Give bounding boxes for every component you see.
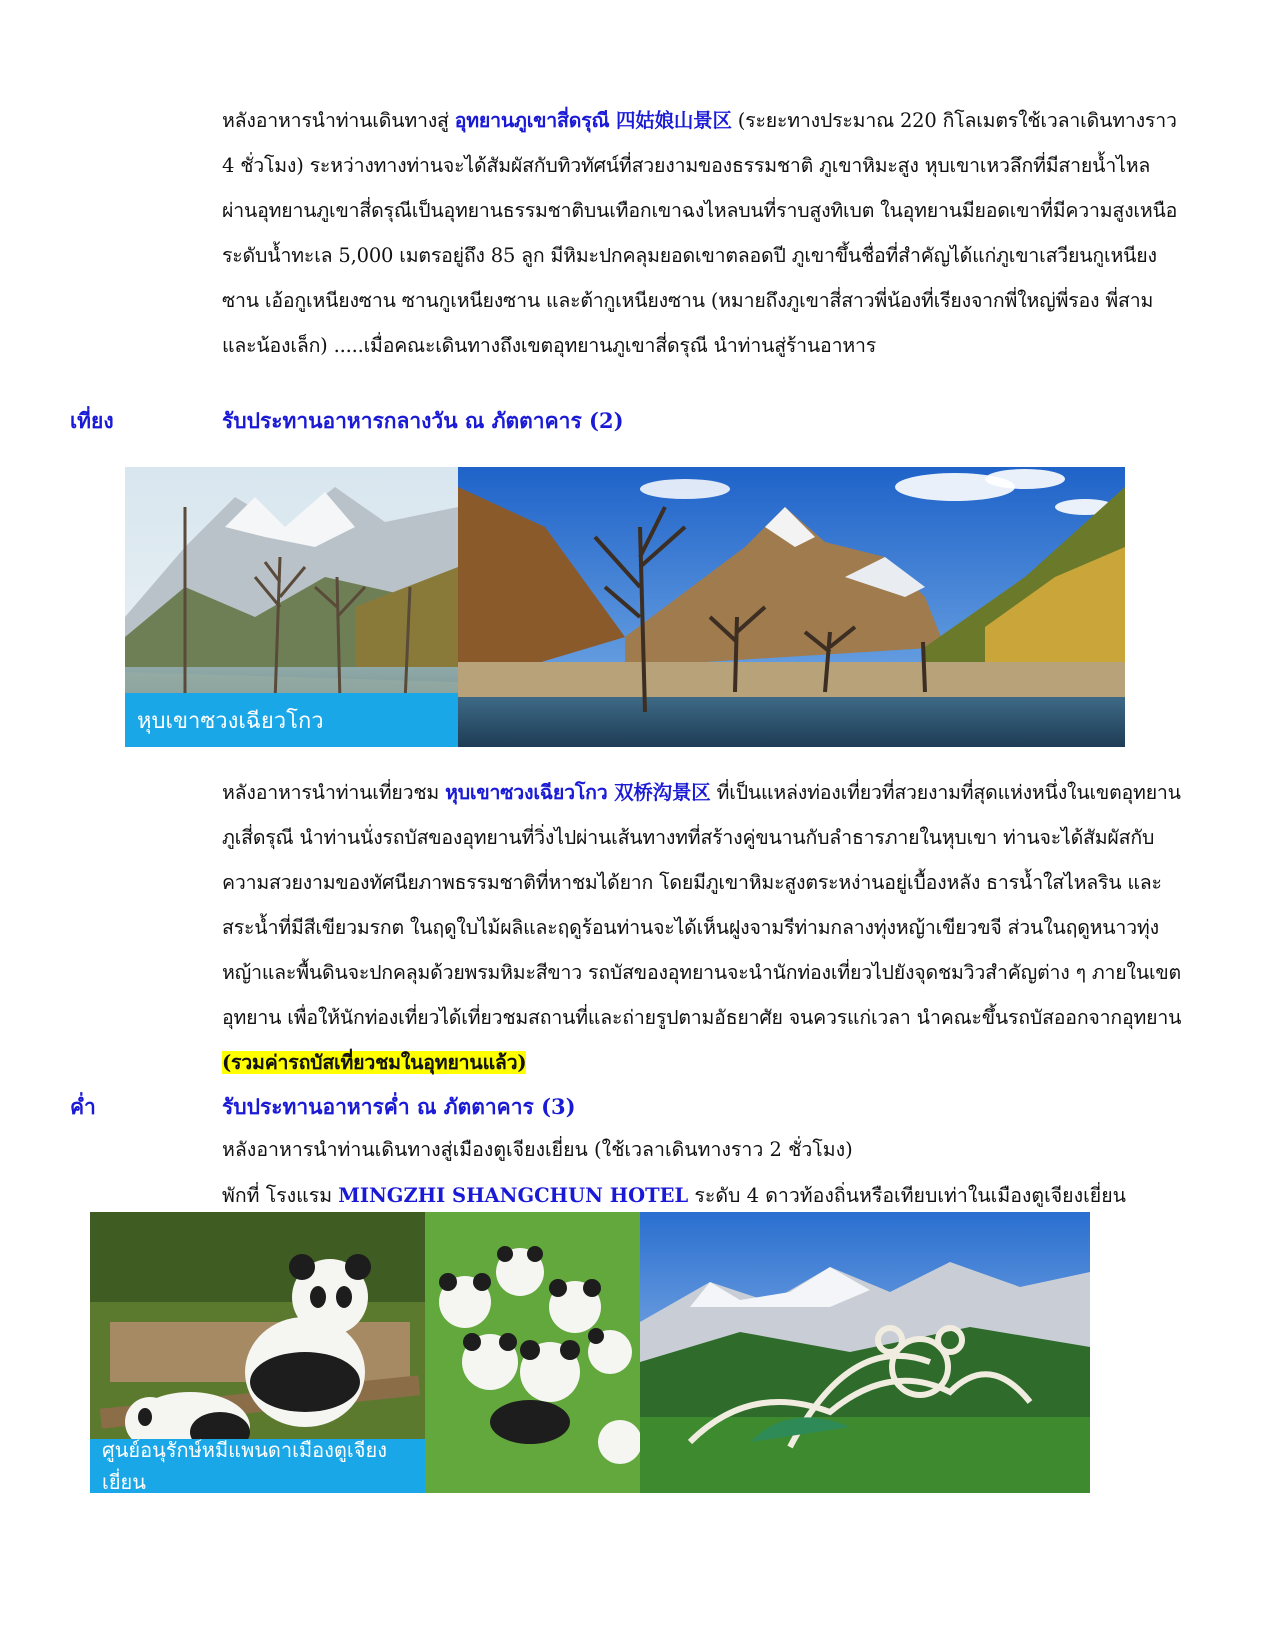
dinner-text: รับประทานอาหารค่ำ ณ ภัตตาคาร (3) [222, 1094, 576, 1119]
hotel-line [222, 1180, 1126, 1211]
intro-body: (ระยะทางประมาณ 220 กิโลเมตรใช้เวลาเดินทางราว 4 ชั่วโมง) ระหว่างทางท่านจะได้สัมผัสกับทิวทัศน์ที่สวยงามของธรรมชาติ ภูเขาหิมะสูง หุบเขาเหวลึกที่มีสายน้ำไหลผ่านอุทยานภูเขาสี่ดรุณีเป็นอุทยานธรรมชาติบนเทือกเขาฉงไหลบนที่ราบสูงทิเบต ในอุทยานมียอดเขาที่มีความสูงเหนือระดับน้ำทะเล 5,000 เมตรอยู่ถึง 85 ลูก มีหิมะปกคลุมยอดเขาตลอดปี ภูเขาขึ้นชื่อที่สำคัญได้แก่ภูเขาเสวียนกูเหนียงซาน เอ้อกูเหนียงซาน ซานกูเหนียงซาน และต้ากูเหนียงซาน (หมายถึงภูเขาสี่สาวพี่น้องที่เรียงจากพี่ใหญ่พี่รอง พี่สาม และน้องเล็ก) .....เมื่อคณะเดินทางถึงเขตอุทยานภูเขาสี่ดรุณี นำท่านสู่ร้านอาหาร [222, 109, 1178, 357]
lunch-text: รับประทานอาหารกลางวัน ณ ภัตตาคาร (2) [222, 408, 624, 433]
valley-prefix: หลังอาหารนำท่านเที่ยวชม [222, 781, 446, 804]
intro-prefix: หลังอาหารนำท่านเดินทางสู่ [222, 109, 455, 132]
valley-photo-caption: หุบเขาซวงเฉียวโกว [125, 693, 458, 747]
bus-included-highlight: (รวมค่ารถบัสเที่ยวชมในอุทยานแล้ว) [222, 1051, 527, 1074]
intro-place-name: อุทยานภูเขาสี่ดรุณี 四姑娘山景区 [454, 109, 732, 132]
dinner-label: ค่ำ [70, 1094, 96, 1119]
valley-paragraph [222, 770, 1184, 1085]
valley-body: ที่เป็นแหล่งท่องเที่ยวที่สวยงามที่สุดแห่งหนึ่งในเขตอุทยานภูเสี่ดรุณี นำท่านนั่งรถบัสของอุทยานที่วิ่งไปผ่านเส้นทางทที่สร้างคู่ขนานกับลำธารภายในหุบเขา ท่านจะได้สัมผัสกับความสวยงามของทัศนียภาพธรรมชาติที่หาชมได้ยาก โดยมีภูเขาหิมะสูงตระหง่านอยู่เบื้องหลัง ธารน้ำใสไหลริน และสระน้ำที่มีสีเขียวมรกต ในฤดูใบไม้ผลิและฤดูร้อนท่านจะได้เห็นฝูงจามรีท่ามกลางทุ่งหญ้าเขียวขจี ส่วนในฤดูหนาวทุ่งหญ้าและพื้นดินจะปกคลุมด้วยพรมหิมะสีขาว รถบัสของอุทยานจะนำนักท่องเที่ยวไปยังจุดชมวิวสำคัญต่าง ๆ ภายในเขตอุทยาน เพื่อให้นักท่องเที่ยวได้เที่ยวชมสถานที่และถ่ายรูปตามอัธยาศัย จนควรแก่เวลา นำคณะขึ้นรถบัสออกจากอุทยาน [222, 781, 1182, 1029]
travel-line: หลังอาหารนำท่านเดินทางสู่เมืองตูเจียงเยี่ยน (ใช้เวลาเดินทางราว 2 ชั่วโมง) [222, 1138, 853, 1161]
hotel-prefix: พักที่ โรงแรม [222, 1184, 339, 1207]
hotel-name: MINGZHI SHANGCHUN HOTEL [338, 1184, 689, 1207]
intro-paragraph [222, 98, 1184, 368]
valley-place-name: หุบเขาซวงเฉียวโกว 双桥沟景区 [445, 781, 711, 804]
hotel-suffix: ระดับ 4 ดาวท้องถิ่นหรือเทียบเท่าในเมืองตูเจียงเยี่ยน [688, 1184, 1126, 1207]
lunch-label: เที่ยง [70, 408, 114, 433]
panda-photo-caption: ศูนย์อนุรักษ์หมีแพนดาเมืองตูเจียงเยี่ยน [90, 1439, 425, 1493]
